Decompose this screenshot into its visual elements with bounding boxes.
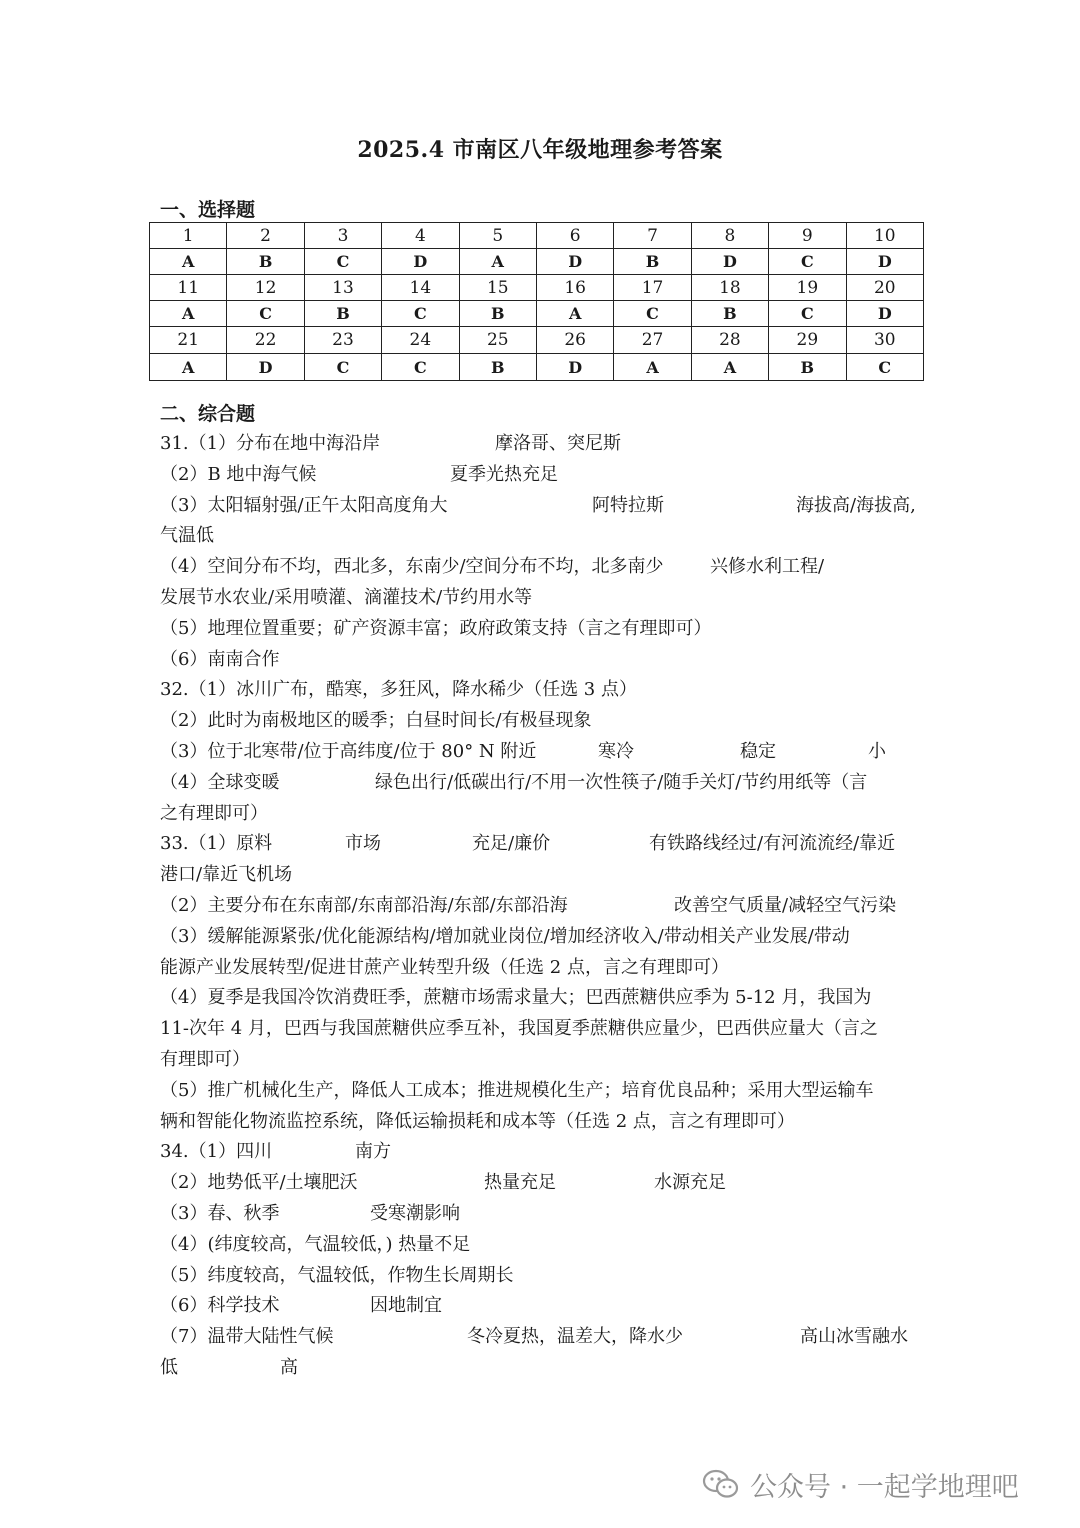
question-number-cell: 15 xyxy=(459,275,536,301)
answer-segment: 低 xyxy=(160,1356,178,1378)
answer-segment: 绿色出行/低碳出行/不用一次性筷子/随手关灯/节约用纸等（言 xyxy=(375,771,868,793)
question-number-cell: 11 xyxy=(150,275,227,301)
question-number-cell: 12 xyxy=(227,275,304,301)
question-number-cell: 19 xyxy=(769,275,846,301)
answer-cell: D xyxy=(691,249,768,275)
answer-line xyxy=(160,521,930,552)
question-number-cell: 17 xyxy=(614,275,691,301)
answer-segment: 冬冷夏热，温差大，降水少 xyxy=(467,1326,683,1348)
answer-cell: C xyxy=(304,354,381,381)
answer-segment: 受寒潮影响 xyxy=(370,1202,460,1224)
answer-cell: B xyxy=(304,301,381,327)
answer-line xyxy=(160,891,930,922)
answer-segment: 能源产业发展转型/促进甘蔗产业转型升级（任选 2 点，言之有理即可） xyxy=(160,956,729,978)
answer-segment: 32.（1）冰川广布，酷寒，多狂风，降水稀少（任选 3 点） xyxy=(160,679,637,701)
answer-segment: 阿特拉斯 xyxy=(592,494,664,516)
answer-segment: 辆和智能化物流监控系统，降低运输损耗和成本等（任选 2 点，言之有理即可） xyxy=(160,1110,795,1132)
answer-segment: 因地制宜 xyxy=(370,1295,442,1317)
answer-segment: （5）地理位置重要；矿产资源丰富；政府政策支持（言之有理即可） xyxy=(160,617,712,639)
question-number-cell: 30 xyxy=(846,327,923,354)
answer-segment: （4）空间分布不均，西北多，东南少/空间分布不均，北多南少 xyxy=(160,556,664,578)
answer-cell: B xyxy=(769,354,846,381)
answer-segment: 有理即可） xyxy=(160,1048,250,1070)
answer-line xyxy=(160,1291,930,1322)
question-number-cell: 27 xyxy=(614,327,691,354)
question-number-cell: 24 xyxy=(382,327,459,354)
answer-line xyxy=(160,1076,930,1107)
answer-row xyxy=(150,301,924,327)
answer-segment: 充足/廉价 xyxy=(472,833,551,855)
answer-segment: （6）科学技术 xyxy=(160,1295,280,1317)
question-number-cell: 28 xyxy=(691,327,768,354)
answer-segment: （2）地势低平/土壤肥沃 xyxy=(160,1172,358,1194)
answer-line xyxy=(160,768,930,799)
answer-cell: A xyxy=(150,354,227,381)
question-number-cell: 16 xyxy=(536,275,613,301)
answer-line xyxy=(160,1137,930,1168)
answer-segment: 31.（1）分布在地中海沿岸 xyxy=(160,433,381,454)
answer-line xyxy=(160,737,930,768)
answer-cell: A xyxy=(150,301,227,327)
answer-segment: 11-次年 4 月，巴西与我国蔗糖供应季互补，我国夏季蔗糖供应量少，巴西供应量大（言之 xyxy=(160,1018,878,1040)
answer-line xyxy=(160,1261,930,1292)
question-number-cell: 1 xyxy=(150,223,227,249)
answer-line xyxy=(160,552,930,583)
answer-text-block xyxy=(160,429,930,1384)
answer-segment: （2）此时为南极地区的暖季；白昼时间长/有极昼现象 xyxy=(160,710,592,732)
answer-cell: C xyxy=(769,301,846,327)
answer-line xyxy=(160,1014,930,1045)
answer-cell: D xyxy=(382,249,459,275)
answer-line xyxy=(160,706,930,737)
answer-segment: 南方 xyxy=(355,1141,391,1163)
answer-segment: （2）主要分布在东南部/东南部沿海/东部/东部沿海 xyxy=(160,894,568,916)
question-number-cell: 22 xyxy=(227,327,304,354)
question-number-cell: 18 xyxy=(691,275,768,301)
answer-segment: （3）位于北寒带/位于高纬度/位于 80° N 附近 xyxy=(160,740,537,762)
question-number-cell: 25 xyxy=(459,327,536,354)
watermark-text: 公众号 · 一起学地理吧 xyxy=(750,1471,1019,1503)
answer-segment: 34.（1）四川 xyxy=(160,1141,273,1163)
question-number-row xyxy=(150,327,924,354)
answer-cell: B xyxy=(227,249,304,275)
answer-table xyxy=(149,222,924,381)
answer-line xyxy=(160,1199,930,1230)
question-number-cell: 8 xyxy=(691,223,768,249)
answer-cell: C xyxy=(846,354,923,381)
answer-cell: D xyxy=(536,354,613,381)
answer-segment: 港口/靠近飞机场 xyxy=(160,864,293,886)
answer-segment: 市场 xyxy=(345,833,381,855)
answer-cell: A xyxy=(691,354,768,381)
answer-segment: （6）南南合作 xyxy=(160,648,280,670)
question-number-cell: 9 xyxy=(769,223,846,249)
question-number-cell: 5 xyxy=(459,223,536,249)
answer-line xyxy=(160,1353,930,1384)
answer-cell: B xyxy=(614,249,691,275)
answer-segment: 高 xyxy=(280,1356,298,1378)
question-number-cell: 26 xyxy=(536,327,613,354)
answer-cell: A xyxy=(459,249,536,275)
answer-line xyxy=(160,614,930,645)
question-number-cell: 23 xyxy=(304,327,381,354)
answer-segment: 气温低 xyxy=(160,525,214,547)
answer-line xyxy=(160,860,930,891)
answer-cell: C xyxy=(382,354,459,381)
answer-line xyxy=(160,1230,930,1261)
question-number-cell: 29 xyxy=(769,327,846,354)
answer-segment: 33.（1）原料 xyxy=(160,833,273,855)
question-number-cell: 21 xyxy=(150,327,227,354)
answer-segment: （3）缓解能源紧张/优化能源结构/增加就业岗位/增加经济收入/带动相关产业发展/带动 xyxy=(160,925,850,947)
page-title: 2025.4 市南区八年级地理参考答案 xyxy=(357,137,723,163)
wechat-icon xyxy=(702,1468,740,1500)
answer-line xyxy=(160,429,930,460)
answer-cell: C xyxy=(382,301,459,327)
section-heading-choice: 一、选择题 xyxy=(160,199,256,221)
answer-segment: 夏季光热充足 xyxy=(450,463,558,485)
answer-segment: 之有理即可） xyxy=(160,802,268,824)
answer-cell: C xyxy=(227,301,304,327)
answer-segment: （5）推广机械化生产，降低人工成本；推进规模化生产；培育优良品种；采用大型运输车 xyxy=(160,1079,874,1101)
watermark xyxy=(702,1464,1019,1504)
answer-segment: （2）B 地中海气候 xyxy=(160,463,317,485)
answer-segment: （3）太阳辐射强/正午太阳高度角大 xyxy=(160,494,448,516)
answer-segment: 热量充足 xyxy=(484,1172,556,1194)
question-number-cell: 4 xyxy=(382,223,459,249)
answer-cell: A xyxy=(614,354,691,381)
answer-line xyxy=(160,829,930,860)
answer-line xyxy=(160,1168,930,1199)
answer-segment: 小 xyxy=(868,740,886,762)
answer-segment: 摩洛哥、突尼斯 xyxy=(495,433,621,454)
answer-segment: 改善空气质量/减轻空气污染 xyxy=(674,894,897,916)
answer-line xyxy=(160,1322,930,1353)
answer-segment: （5）纬度较高，气温较低，作物生长周期长 xyxy=(160,1264,514,1286)
question-number-cell: 14 xyxy=(382,275,459,301)
answer-line xyxy=(160,645,930,676)
answer-cell: D xyxy=(846,301,923,327)
question-number-cell: 20 xyxy=(846,275,923,301)
answer-cell: C xyxy=(769,249,846,275)
answer-line xyxy=(160,491,930,522)
answer-line xyxy=(160,460,930,491)
answer-line xyxy=(160,583,930,614)
answer-segment: 高山冰雪融水 xyxy=(800,1326,908,1348)
answer-segment: （4）(纬度较高，气温较低，) 热量不足 xyxy=(160,1233,471,1255)
question-number-cell: 10 xyxy=(846,223,923,249)
question-number-row xyxy=(150,223,924,249)
answer-line xyxy=(160,953,930,984)
answer-cell: B xyxy=(459,301,536,327)
answer-row xyxy=(150,354,924,381)
answer-segment: （3）春、秋季 xyxy=(160,1202,280,1224)
answer-segment: 有铁路线经过/有河流流经/靠近 xyxy=(649,833,896,855)
answer-cell: C xyxy=(304,249,381,275)
answer-line xyxy=(160,1107,930,1138)
question-number-cell: 3 xyxy=(304,223,381,249)
answer-segment: （4）全球变暖 xyxy=(160,771,280,793)
answer-line xyxy=(160,983,930,1014)
answer-cell: D xyxy=(227,354,304,381)
answer-row xyxy=(150,249,924,275)
question-number-row xyxy=(150,275,924,301)
answer-line xyxy=(160,1045,930,1076)
answer-cell: B xyxy=(691,301,768,327)
answer-segment: 兴修水利工程/ xyxy=(710,556,825,578)
answer-cell: D xyxy=(846,249,923,275)
answer-line xyxy=(160,675,930,706)
answer-cell: A xyxy=(150,249,227,275)
answer-cell: D xyxy=(536,249,613,275)
answer-cell: A xyxy=(536,301,613,327)
answer-segment: （7）温带大陆性气候 xyxy=(160,1326,334,1348)
answer-segment: 稳定 xyxy=(740,740,776,762)
answer-segment: （4）夏季是我国冷饮消费旺季，蔗糖市场需求量大；巴西蔗糖供应季为 5-12 月，我国为 xyxy=(160,987,872,1009)
answer-segment: 寒冷 xyxy=(598,740,634,762)
answer-cell: B xyxy=(459,354,536,381)
question-number-cell: 6 xyxy=(536,223,613,249)
section-heading-comprehensive: 二、综合题 xyxy=(160,403,256,425)
answer-segment: 发展节水农业/采用喷灌、滴灌技术/节约用水等 xyxy=(160,586,533,608)
answer-line xyxy=(160,922,930,953)
answer-segment: 水源充足 xyxy=(654,1172,726,1194)
answer-segment: 海拔高/海拔高, xyxy=(796,494,916,516)
answer-line xyxy=(160,799,930,830)
question-number-cell: 7 xyxy=(614,223,691,249)
question-number-cell: 13 xyxy=(304,275,381,301)
answer-cell: C xyxy=(614,301,691,327)
question-number-cell: 2 xyxy=(227,223,304,249)
